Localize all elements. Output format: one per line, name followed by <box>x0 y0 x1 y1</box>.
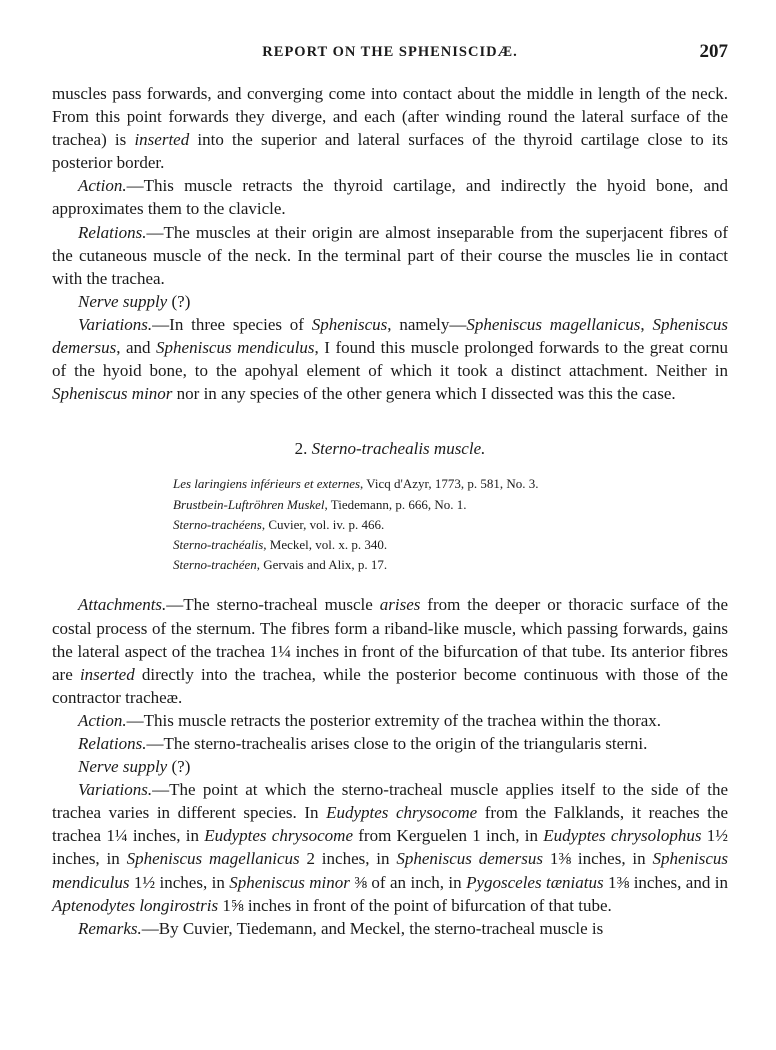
nerve-supply-paragraph: Nerve supply (?) <box>78 291 191 311</box>
running-title: REPORT ON THE SPHENISCIDÆ. <box>262 44 518 60</box>
attachments-label: Attachments. <box>78 595 167 615</box>
relations-paragraph-2: Relations.—The sterno-trachealis arises close to the origin of the triangularis sterni. <box>78 733 648 753</box>
action-label: Action. <box>78 710 127 730</box>
remarks-paragraph: Remarks.—By Cuvier, Tiedemann, and Meckel, the sterno-tracheal muscle is <box>78 918 604 938</box>
continuation-paragraph: muscles pass forwards, and converging come into contact about the middle in length of the neck. From this point forwards they diverge, and each (after winding round the lateral surface of the trachea) is inserted into the superior and lateral surfaces of the thyroid cartilage close to its posterior border. <box>52 84 728 173</box>
nerve-supply-label: Nerve supply <box>78 291 168 311</box>
nerve-supply-label: Nerve supply <box>78 757 168 777</box>
synonym-item: Brustbein-Luftröhren Muskel, Tiedemann, p. 666, No. 1. <box>173 496 467 512</box>
relations-label: Relations. <box>78 222 147 242</box>
relations-label: Relations. <box>78 733 147 753</box>
variations-paragraph: Variations.—In three species of Spheniscus, namely—Spheniscus magellanicus, Spheniscus demersus, and Spheniscus mendiculus, I found this muscle prolonged forwards to the great cornu of the hyoid bone, to the apohyal element of which it took a distinct attachment. Neither in Spheniscus minor nor in any species of the other genera which I dissected was this the case. <box>52 314 729 404</box>
synonym-item: Sterno-trachéen, Gervais and Alix, p. 17. <box>173 557 388 573</box>
action-label: Action. <box>78 176 127 196</box>
page-header <box>52 41 728 66</box>
action-paragraph-2: Action.—This muscle retracts the posterior extremity of the trachea within the thorax. <box>78 710 662 730</box>
variations-label: Variations. <box>78 780 153 800</box>
remarks-label: Remarks. <box>78 918 142 938</box>
synonym-item: Sterno-trachéens, Cuvier, vol. iv. p. 466. <box>173 516 385 532</box>
attachments-paragraph: Attachments.—The sterno-tracheal muscle arises from the deeper or thoracic surface of the costal process of the sternum. The fibres form a riband-like muscle, which passing forwards, gains the lateral aspect of the trachea 1¼ inches in front of the bifurcation of that tube. Its anterior fibres are inserted directly into the trachea, while the posterior become continuous with those of the contractor tracheæ. <box>52 595 728 707</box>
synonym-item: Les laringiens inférieurs et externes, Vicq d'Azyr, 1773, p. 581, No. 3. <box>173 476 539 492</box>
page-number: 207 <box>699 41 728 62</box>
relations-paragraph: Relations.—The muscles at their origin are almost inseparable from the superjacent fibres of the cutaneous muscle of the neck. In the terminal part of their course the muscles lie in contact with the trachea. <box>52 222 728 288</box>
action-paragraph: Action.—This muscle retracts the thyroid cartilage, and indirectly the hyoid bone, and approximates them to the clavicle. <box>52 176 728 219</box>
synonymy-list <box>173 474 728 575</box>
synonym-item: Sterno-trachéalis, Meckel, vol. x. p. 340. <box>173 537 388 553</box>
variations-label: Variations. <box>78 314 153 334</box>
variations-paragraph-2: Variations.—The point at which the sterno-tracheal muscle applies itself to the side of the trachea varies in different species. In Eudyptes chrysocome from the Falklands, it reaches the trachea 1¼ inches, in Eudyptes chrysocome from Kerguelen 1 inch, in Eudyptes chrysolophus 1½ inches, in Spheniscus magellanicus 2 inches, in Spheniscus demersus 1⅜ inches, in Spheniscus mendiculus 1½ inches, in Spheniscus minor ⅜ of an inch, in Pygosceles tæniatus 1⅜ inches, and in Aptenodytes longirostris 1⅝ inches in front of the point of bifurcation of that tube. <box>52 780 729 915</box>
nerve-supply-paragraph-2: Nerve supply (?) <box>78 757 191 777</box>
body-text <box>52 82 728 940</box>
section-heading: 2. Sterno-trachealis muscle. <box>294 439 486 459</box>
